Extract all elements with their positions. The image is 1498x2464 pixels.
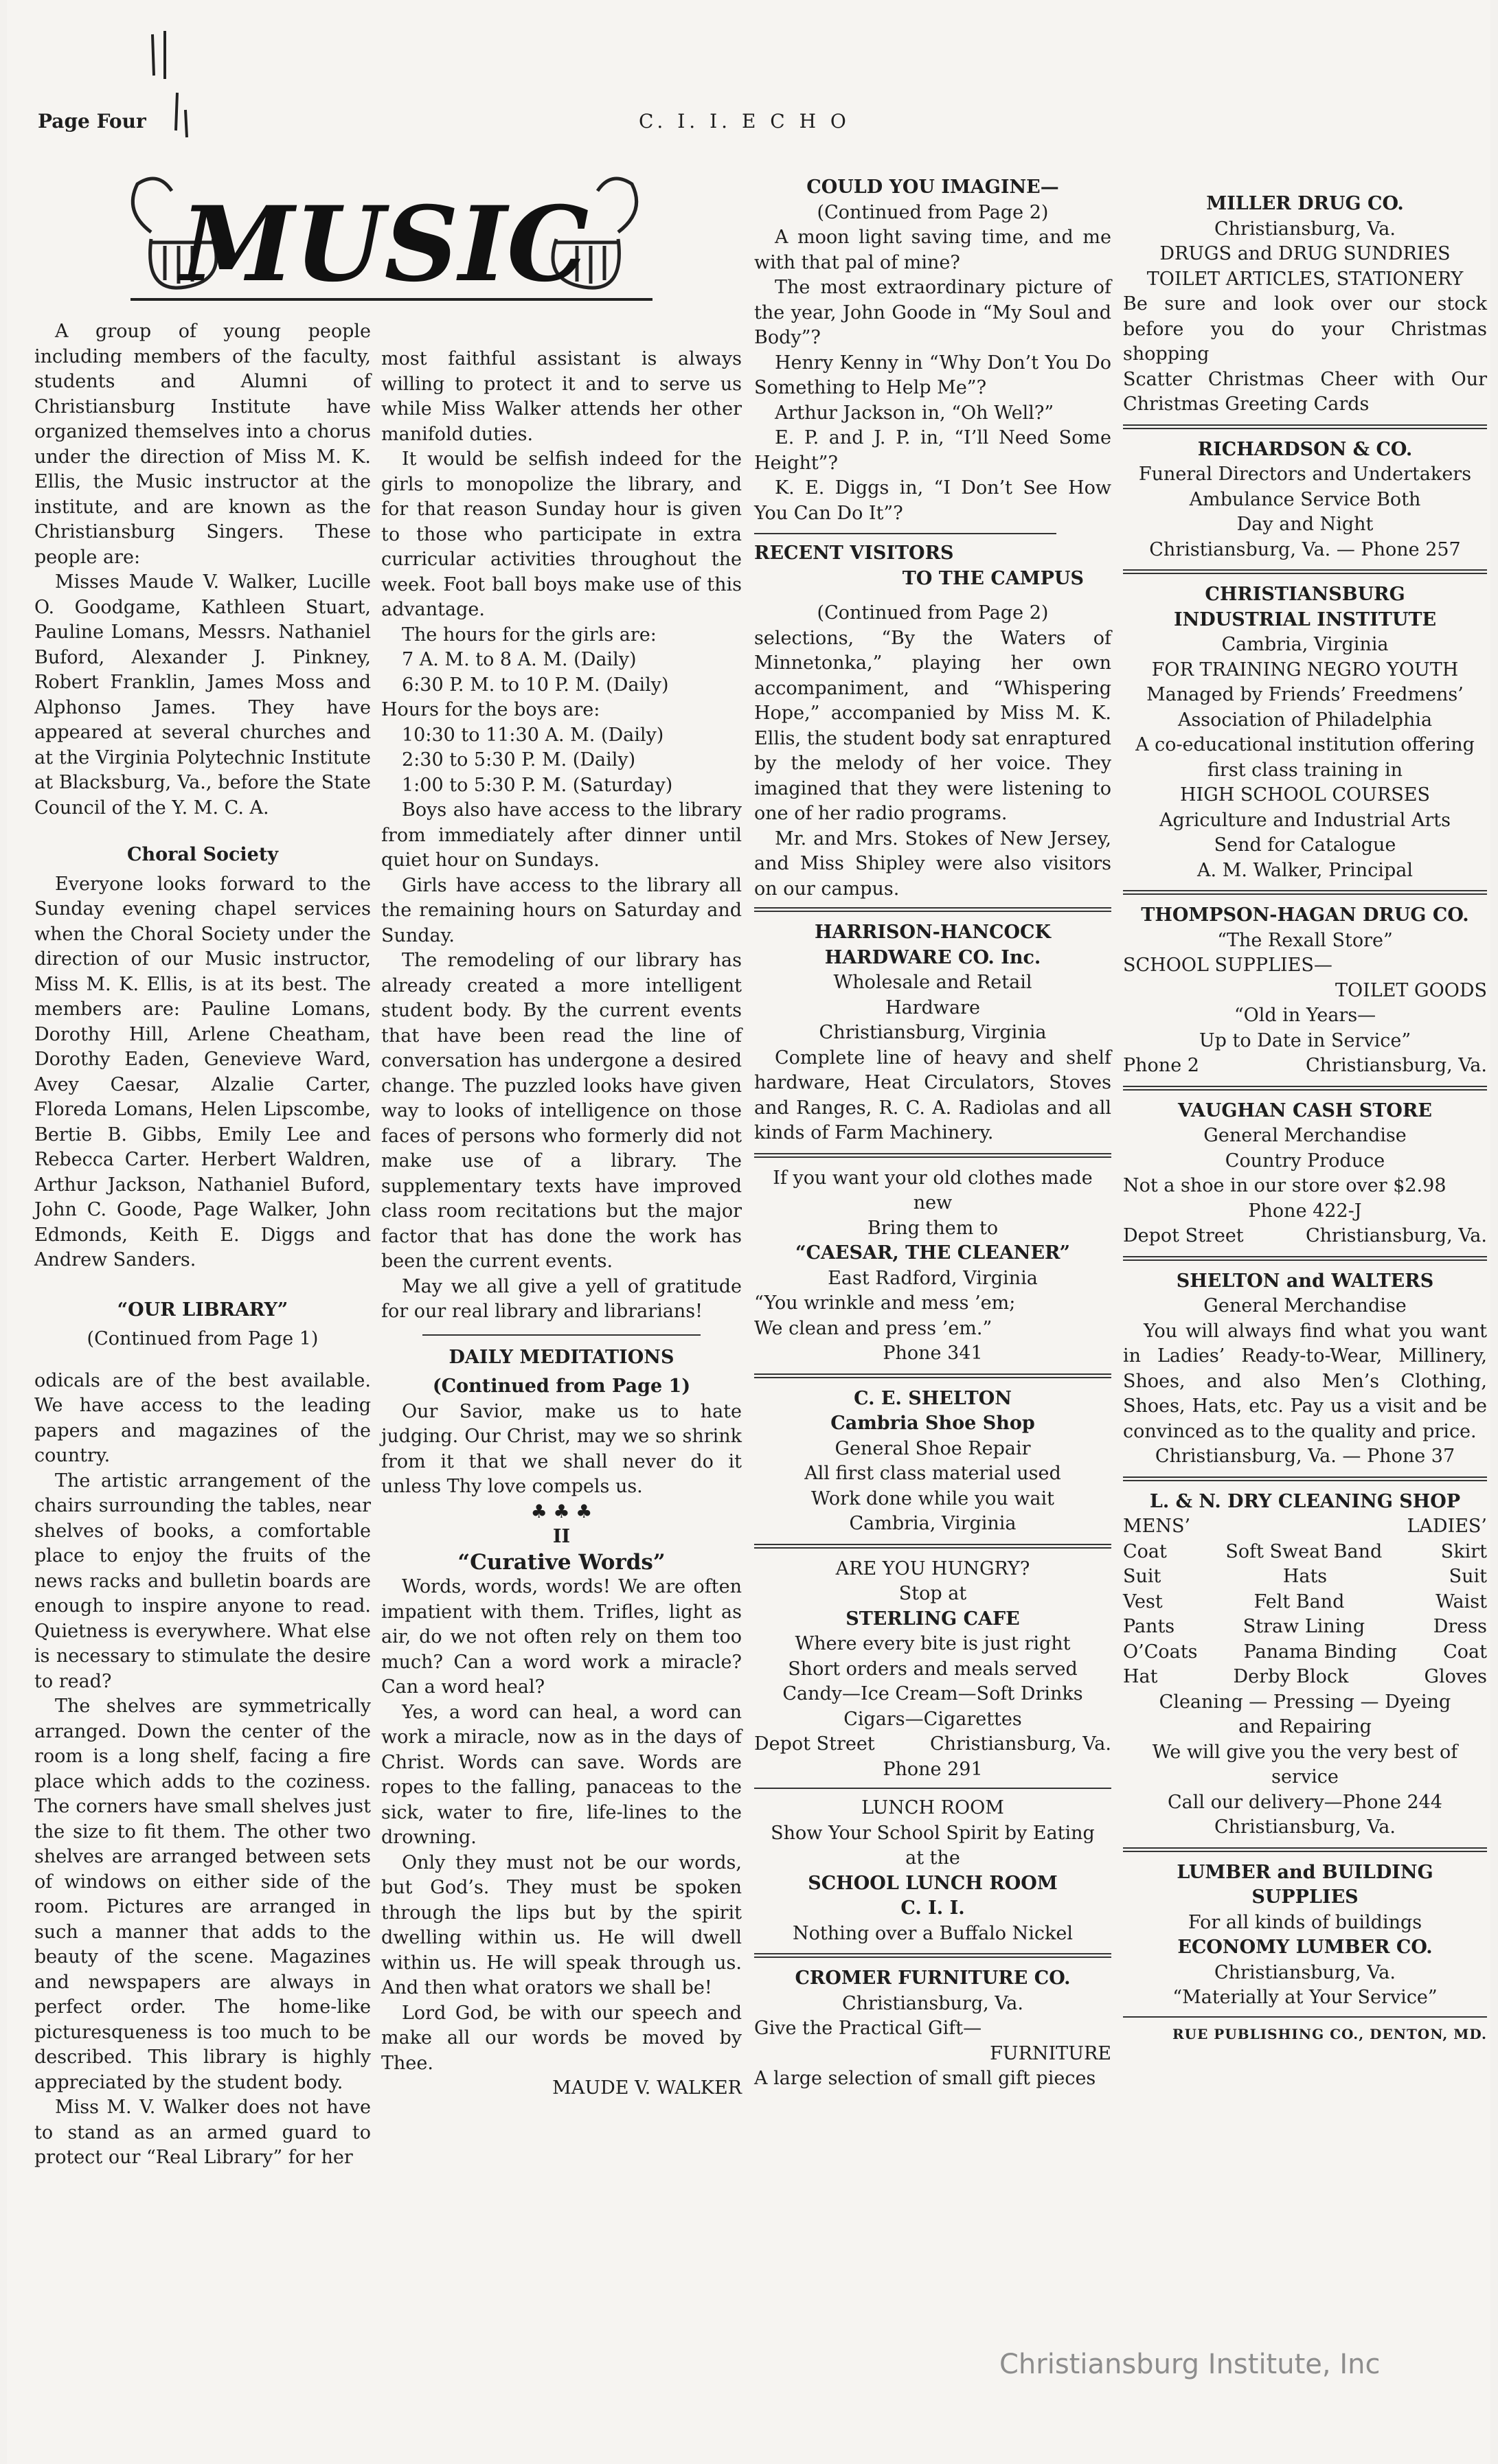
imagine-heading: COULD YOU IMAGINE— [806, 176, 1059, 198]
ad-ln-dry-cleaning [1123, 1487, 1487, 1842]
ad-price-row [1123, 1640, 1487, 1665]
newspaper-page [7, 0, 1490, 2464]
ad-miller-drug [1123, 189, 1487, 419]
ad-body: You will always find what you want in Ladies’ Ready-to-Wear, Millinery, Shoes, and also Men’s Clothing, Shoes, Hats, etc. Pay us a visit and be convinced as to the quality and price. [1123, 1320, 1487, 1442]
ad-line: Day and Night [1236, 514, 1374, 535]
ad-line: Bring them to [867, 1217, 999, 1239]
imagine-line-3: Henry Kenny in “Why Don’t You Do Something to Help Me”? [754, 352, 1111, 398]
visitors-continued: (Continued from Page 2) [817, 602, 1049, 624]
ad-title: C. E. SHELTON [854, 1387, 1012, 1409]
library-paragraph-5: most faithful assistant is always willing to protect it and to serve us while Miss Walker attends her other manifold duties. [381, 348, 742, 445]
ad-address [1123, 1053, 1487, 1079]
girls-hours-1: 7 A. M. to 8 A. M. (Daily) [402, 649, 637, 670]
double-divider [1123, 1086, 1487, 1091]
ad-line: SCHOOL SUPPLIES— [1123, 955, 1332, 976]
ad-line: and Repairing [1238, 1716, 1372, 1737]
meditation-paragraph-5: Lord God, be with our speech and make all our words be moved by Thee. [381, 2002, 742, 2074]
ad-line: Funeral Directors and Undertakers [1138, 464, 1472, 485]
ad-cromer-furniture [754, 1963, 1111, 2093]
ad-line: Christiansburg, Va. [1214, 1816, 1396, 1838]
ad-line: Short orders and meals served [788, 1658, 1078, 1680]
ad-title: CROMER FURNITURE CO. [795, 1967, 1071, 1989]
ad-price-row [1123, 1540, 1487, 1565]
ad-line: “You wrinkle and mess ’em; [754, 1292, 1016, 1314]
divider [422, 1334, 701, 1336]
divider [754, 533, 1056, 534]
ad-cell: Derby Block [1233, 1666, 1349, 1687]
girls-hours-heading: The hours for the girls are: [402, 624, 657, 646]
ad-thompson-hagan [1123, 900, 1487, 1080]
choral-society-heading: Choral Society [126, 844, 279, 865]
ad-line: Cleaning — Pressing — Dyeing [1159, 1691, 1451, 1713]
double-divider [1123, 890, 1487, 895]
ad-line: FURNITURE [990, 2042, 1111, 2064]
ad-body: Be sure and look over our stock before you do your Christmas shopping [1123, 293, 1487, 365]
ad-line: Send for Catalogue [1214, 834, 1396, 856]
ad-line: Work done while you wait [810, 1487, 1055, 1509]
ad-shelton-walters [1123, 1266, 1487, 1471]
imagine-continued: (Continued from Page 2) [817, 201, 1049, 223]
library-paragraph-10: May we all give a yell of gratitude for our real library and librarians! [381, 1275, 742, 1322]
ad-town: Christiansburg, Va. [929, 1733, 1111, 1755]
ad-line: General Shoe Repair [835, 1437, 1031, 1459]
ad-line: Where every bite is just right [795, 1633, 1071, 1654]
our-library-continued: (Continued from Page 1) [87, 1328, 319, 1349]
ad-title: THOMPSON-HAGAN DRUG CO. [1141, 904, 1469, 926]
imagine-line-6: K. E. Diggs in, “I Don’t See How You Can Do It”? [754, 477, 1111, 524]
ad-richardson [1123, 435, 1487, 564]
ad-title: VAUGHAN CASH STORE [1178, 1099, 1432, 1121]
ad-line: DRUGS and DRUG SUNDRIES [1159, 243, 1451, 264]
meditation-paragraph-2: Words, words, words! We are often impatient with them. Trifles, light as air, do we not often rely on them too much? Can a word work a miracle? Can a word heal? [381, 1576, 742, 1698]
ad-line: A. M. Walker, Principal [1197, 859, 1413, 881]
page-number: Page Four [38, 110, 146, 133]
ad-title: MILLER DRUG CO. [1206, 193, 1404, 214]
imagine-line-5: E. P. and J. P. in, “I’ll Need Some Height”? [754, 427, 1111, 474]
ad-cell: Coat [1123, 1540, 1167, 1562]
visitors-heading-1: RECENT VISITORS [754, 543, 954, 564]
ad-cell: Dress [1433, 1616, 1487, 1637]
curative-words-heading: “Curative Words” [457, 1549, 666, 1575]
ad-cell: Vest [1123, 1590, 1163, 1612]
library-paragraph-2: The artistic arrangement of the chairs surrounding the tables, near shelves of books, a comfortable place to enjoy the fruits of the news racks and bulletin boards are enough to inspire anyone to read. Quietness is everywhere. What else is necessary to stimulate the desire to read? [34, 1470, 371, 1692]
ad-title: SHELTON and WALTERS [1176, 1270, 1434, 1292]
visitors-heading-2: TO THE CAMPUS [902, 567, 1084, 589]
ad-line: For all kinds of buildings [1188, 1911, 1422, 1933]
ad-cell: Panama Binding [1243, 1641, 1397, 1663]
printer-credit: RUE PUBLISHING CO., DENTON, MD. [1172, 2025, 1487, 2042]
ad-line: Christiansburg, Va. [1214, 1961, 1396, 1983]
ad-line: HIGH SCHOOL COURSES [1180, 784, 1430, 806]
ad-line: “Materially at Your Service” [1172, 1987, 1438, 2008]
ad-line: All first class material used [804, 1463, 1061, 1484]
imagine-line-4: Arthur Jackson in, “Oh Well?” [775, 402, 1054, 424]
ad-line: ARE YOU HUNGRY? [835, 1558, 1030, 1579]
library-paragraph-6: It would be selfish indeed for the girls to monopolize the library, and for that reason Sunday hour is given to those who participate in extra curricular activities throughout the week. Foot ball boys make use of this advantage. [381, 448, 742, 620]
library-paragraph-3: The shelves are symmetrically arranged. Down the center of the room is a long shelf, facing a fire place which adds to the coziness. The corners have small shelves just the size to fit them. The other two shelves are arranged between sets of windows on either side of the room. Pictures are arranged in such a manner that adds to the beauty of the scene. Magazines and newspapers are always in perfect order. The home-like picturesqueness is too much to be described. This library is highly appreciated by the student body. [34, 1696, 371, 2093]
double-divider [1123, 569, 1487, 574]
column-2 [381, 347, 742, 2101]
ad-col-ladies: LADIES’ [1407, 1516, 1487, 1537]
ad-cell: Straw Lining [1242, 1616, 1365, 1637]
ad-sterling-cafe [754, 1554, 1111, 1784]
music-paragraph-1: A group of young people including members of the faculty, students and Alumni of Christiansburg Institute have organized themselves into a chorus under the direction of Miss M. K. Ellis, the Music instructor at the institute, and are known as the Christiansburg Singers. These people are: [34, 321, 371, 568]
ad-header-row [1123, 1514, 1487, 1540]
ad-cell: Suit [1123, 1566, 1161, 1587]
column-4 [1123, 189, 1487, 2046]
ad-phone: Phone 2 [1123, 1055, 1199, 1076]
double-divider [754, 907, 1111, 912]
ad-line: General Merchandise [1203, 1125, 1407, 1146]
ad-cell: Hats [1282, 1566, 1328, 1587]
ad-line: FOR TRAINING NEGRO YOUTH [1151, 659, 1459, 681]
ad-address [1123, 1224, 1487, 1249]
ad-line: Call our delivery—Phone 244 [1168, 1791, 1442, 1813]
section-numeral: II [552, 1526, 571, 1547]
ad-line: TOILET GOODS [1335, 979, 1487, 1001]
double-divider [1123, 1256, 1487, 1261]
ad-economy-lumber [1123, 1858, 1487, 2012]
ad-line: at the [905, 1847, 960, 1869]
meditations-heading: DAILY MEDITATIONS [449, 1346, 674, 1368]
ad-address [754, 1732, 1111, 1757]
ad-street: Depot Street [1123, 1225, 1244, 1246]
ad-cell: Felt Band [1253, 1590, 1345, 1612]
ad-title: HARRISON-HANCOCK [815, 922, 1051, 943]
ad-street: Depot Street [754, 1733, 875, 1755]
paper-title: C. I. I. E C H O [639, 110, 850, 133]
imagine-line-1: A moon light saving time, and me with that pal of mine? [754, 227, 1111, 273]
banner-title: MUSIC [180, 184, 589, 305]
ad-title: “CAESAR, THE CLEANER” [795, 1242, 1071, 1264]
library-paragraph-7: Boys also have access to the library from immediately after dinner until quiet hour on Sundays. [381, 799, 742, 871]
ad-line: Not a shoe in our store over $2.98 [1123, 1175, 1446, 1196]
ad-line: “The Rexall Store” [1217, 929, 1393, 951]
ad-line: East Radford, Virginia [828, 1267, 1038, 1289]
ad-line: We clean and press ’em.” [754, 1317, 992, 1339]
double-divider [754, 1544, 1111, 1549]
ad-lunch-room [754, 1793, 1111, 1948]
ad-line: new [913, 1192, 953, 1213]
ad-line: General Merchandise [1203, 1295, 1407, 1316]
ad-line: LUNCH ROOM [861, 1797, 1004, 1818]
ad-line: A large selection of small gift pieces [754, 2068, 1096, 2089]
ad-line: Candy—Ice Cream—Soft Drinks [782, 1683, 1083, 1704]
our-library-heading: “OUR LIBRARY” [117, 1299, 288, 1321]
column-3 [754, 175, 1111, 2093]
double-divider [1123, 1476, 1487, 1481]
ad-cell: Suit [1449, 1566, 1487, 1587]
ad-harrison-hancock [754, 917, 1111, 1148]
ad-line: If you want your old clothes made [773, 1167, 1093, 1189]
ad-title: L. & N. DRY CLEANING SHOP [1149, 1490, 1461, 1512]
meditation-paragraph-4: Only they must not be our words, but God’s. They must be spoken through the lips but by the spirit dwelling within us. He will dwell within us. He will speak through us. And then what orators we shall be! [381, 1851, 742, 1998]
column-1 [34, 319, 371, 2171]
ad-line: Association of Philadelphia [1177, 709, 1433, 731]
ad-town: Christiansburg, Va. [1305, 1225, 1487, 1246]
library-paragraph-4: Miss M. V. Walker does not have to stand as an armed guard to protect our “Real Library” for her [34, 2097, 371, 2168]
ad-cell: O’Coats [1123, 1641, 1198, 1663]
ad-cell: Waist [1435, 1590, 1487, 1612]
ad-line: “Old in Years— [1234, 1005, 1376, 1026]
double-divider [754, 1373, 1111, 1378]
ad-line: Ambulance Service Both [1189, 488, 1421, 510]
ad-line: A co-educational institution offering [1135, 734, 1475, 755]
ad-title: INDUSTRIAL INSTITUTE [1173, 608, 1437, 630]
ad-title: SUPPLIES [1251, 1886, 1359, 1908]
ad-line: Show Your School Spirit by Eating [771, 1822, 1095, 1844]
ad-title: Cambria Shoe Shop [830, 1413, 1035, 1434]
ad-line: Cambria, Virginia [849, 1513, 1017, 1534]
ad-body: Scatter Christmas Cheer with Our Christmas Greeting Cards [1123, 368, 1487, 415]
ad-price-row [1123, 1564, 1487, 1590]
ad-line: Agriculture and Industrial Arts [1159, 809, 1451, 831]
ad-cell: Gloves [1424, 1666, 1487, 1687]
ad-line: Stop at [898, 1583, 967, 1604]
ad-body: We will give you the very best of service [1152, 1741, 1458, 1788]
ad-town: Christiansburg, Va. [1305, 1055, 1487, 1076]
ad-title: RICHARDSON & CO. [1197, 438, 1413, 460]
divider [754, 1788, 1111, 1789]
double-divider [1123, 1847, 1487, 1852]
double-divider [1123, 424, 1487, 429]
ad-body: Complete line of heavy and shelf hardware, Heat Circulators, Stoves and Ranges, R. C. A. Radiolas and all kinds of Farm Machinery. [754, 1047, 1111, 1143]
visitors-paragraph-1: selections, “By the Waters of Minnetonka,” playing her own accompaniment, and “Whispering Hope,” accompanied by Miss M. K. Ellis, the student body sat enraptured by the melody of her voice. They imagined that they were listening to one of her radio programs. [754, 627, 1111, 824]
archive-watermark: Christiansburg Institute, Inc [999, 2349, 1381, 2380]
meditation-paragraph-3: Yes, a word can heal, a word can work a miracle, now as in the days of Christ. Words can save. Words are ropes to the falling, panaceas to the sick, water to fire, life-lines to the drowning. [381, 1701, 742, 1848]
boys-hours-heading: Hours for the boys are: [381, 699, 600, 720]
ad-shelton-shoe [754, 1384, 1111, 1538]
ad-caesar-cleaner [754, 1163, 1111, 1368]
ad-title: HARDWARE CO. Inc. [824, 946, 1041, 968]
boys-hours-1: 10:30 to 11:30 A. M. (Daily) [402, 724, 664, 746]
ad-title: CHRISTIANSBURG [1205, 584, 1405, 605]
ad-cell: Soft Sweat Band [1225, 1540, 1383, 1562]
ad-title: ECONOMY LUMBER CO. [1177, 1937, 1433, 1958]
ad-phone: Phone 291 [883, 1758, 983, 1780]
ad-cell: Hat [1123, 1666, 1158, 1687]
ad-line: Christiansburg, Virginia [819, 1022, 1047, 1043]
meditation-paragraph-1: Our Savior, make us to hate judging. Our Christ, may we so shrink from it that we shall never do it unless Thy love compels us. [381, 1400, 742, 1497]
ad-line: TOILET ARTICLES, STATIONERY [1146, 268, 1464, 290]
divider [1123, 2016, 1487, 2018]
ad-line: Give the Practical Gift— [754, 2018, 982, 2039]
ad-line: Cambria, Virginia [1221, 634, 1389, 655]
ad-title: SCHOOL LUNCH ROOM [808, 1872, 1058, 1894]
ad-line: Cigars—Cigarettes [843, 1708, 1022, 1730]
ad-line: Christiansburg, Va. — Phone 37 [1155, 1446, 1455, 1467]
ad-phone: Phone 341 [883, 1343, 983, 1364]
double-divider [754, 1953, 1111, 1958]
ornament: ♣ ♣ ♣ [530, 1501, 593, 1522]
ad-col-mens: MENS’ [1123, 1516, 1191, 1537]
ad-line: Hardware [885, 996, 980, 1018]
ad-line: Christiansburg, Va. [1214, 218, 1396, 240]
ad-price-row [1123, 1665, 1487, 1690]
ad-price-row [1123, 1615, 1487, 1640]
girls-hours-2: 6:30 P. M. to 10 P. M. (Daily) [402, 674, 669, 696]
ad-vaughan [1123, 1096, 1487, 1251]
ad-cell: Skirt [1440, 1540, 1487, 1562]
choral-paragraph: Everyone looks forward to the Sunday evening chapel services when the Choral Society under the direction of our Music instructor, Miss M. K. Ellis, is at its best. The members are: Pauline Lomans, Dorothy Hill, Arlene Cheatham, Dorothy Eaden, Genevieve Ward, Avey Caesar, Alzalie Carter, Floreda Lomans, Helen Lipscombe, Bertie B. Gibbs, Emily Lee and Rebecca Carter. Herbert Waldren, Arthur Jackson, Nathaniel Buford, John C. Goode, Page Walker, John Edmonds, Keith E. Diggs and Andrew Sanders. [34, 873, 371, 1270]
ad-christiansburg-institute [1123, 580, 1487, 885]
ad-line: Nothing over a Buffalo Nickel [792, 1922, 1073, 1944]
ad-line: Country Produce [1225, 1150, 1385, 1172]
ad-line: Christiansburg, Va. — Phone 257 [1149, 538, 1461, 560]
music-banner [110, 170, 659, 308]
ad-line: Managed by Friends’ Freedmens’ [1146, 684, 1464, 705]
boys-hours-2: 2:30 to 5:30 P. M. (Daily) [402, 749, 636, 771]
ad-title: C. I. I. [900, 1897, 965, 1919]
visitors-paragraph-2: Mr. and Mrs. Stokes of New Jersey, and Miss Shipley were also visitors on our campus. [754, 828, 1111, 900]
ad-line: first class training in [1207, 759, 1403, 781]
author-signature: MAUDE V. WALKER [552, 2077, 742, 2099]
double-divider [754, 1153, 1111, 1158]
ad-cell: Pants [1123, 1616, 1175, 1637]
ad-title: LUMBER and BUILDING [1177, 1861, 1433, 1883]
ad-line: Up to Date in Service” [1199, 1029, 1411, 1051]
ad-title: STERLING CAFE [846, 1608, 1020, 1630]
ad-cell: Coat [1443, 1641, 1487, 1663]
ad-price-row [1123, 1590, 1487, 1615]
library-paragraph-9: The remodeling of our library has already created a more intelligent student body. By the current events that have been read the line of conversation has undergone a desired change. The puzzled looks have given way to looks of intelligence on those faces of persons who formerly did not make use of a library. The supplementary texts have improved class room recitations but the major factor that has done the work has been the current events. [381, 950, 742, 1272]
boys-hours-3: 1:00 to 5:30 P. M. (Saturday) [402, 774, 673, 796]
ad-phone: Phone 422-J [1248, 1200, 1362, 1222]
margin-marks [144, 27, 199, 144]
ad-line: Christiansburg, Va. [841, 1992, 1023, 2014]
library-paragraph-8: Girls have access to the library all the remaining hours on Saturday and Sunday. [381, 874, 742, 946]
meditations-continued: (Continued from Page 1) [432, 1376, 691, 1397]
music-paragraph-2: Misses Maude V. Walker, Lucille O. Goodgame, Kathleen Stuart, Pauline Lomans, Messrs. Nathaniel Buford, Alexander J. Pinkney, Robert Franklin, James Moss and Alphonso James. They have appeared at several churches and at the Virginia Polytechnic Institute at Blacksburg, Va., before the State Council of the Y. M. C. A. [34, 571, 371, 819]
imagine-line-2: The most extraordinary picture of the year, John Goode in “My Soul and Body”? [754, 277, 1111, 348]
ad-line: Wholesale and Retail [833, 972, 1032, 993]
library-paragraph-1: odicals are of the best available. We have access to the leading papers and magazines of the country. [34, 1369, 371, 1466]
